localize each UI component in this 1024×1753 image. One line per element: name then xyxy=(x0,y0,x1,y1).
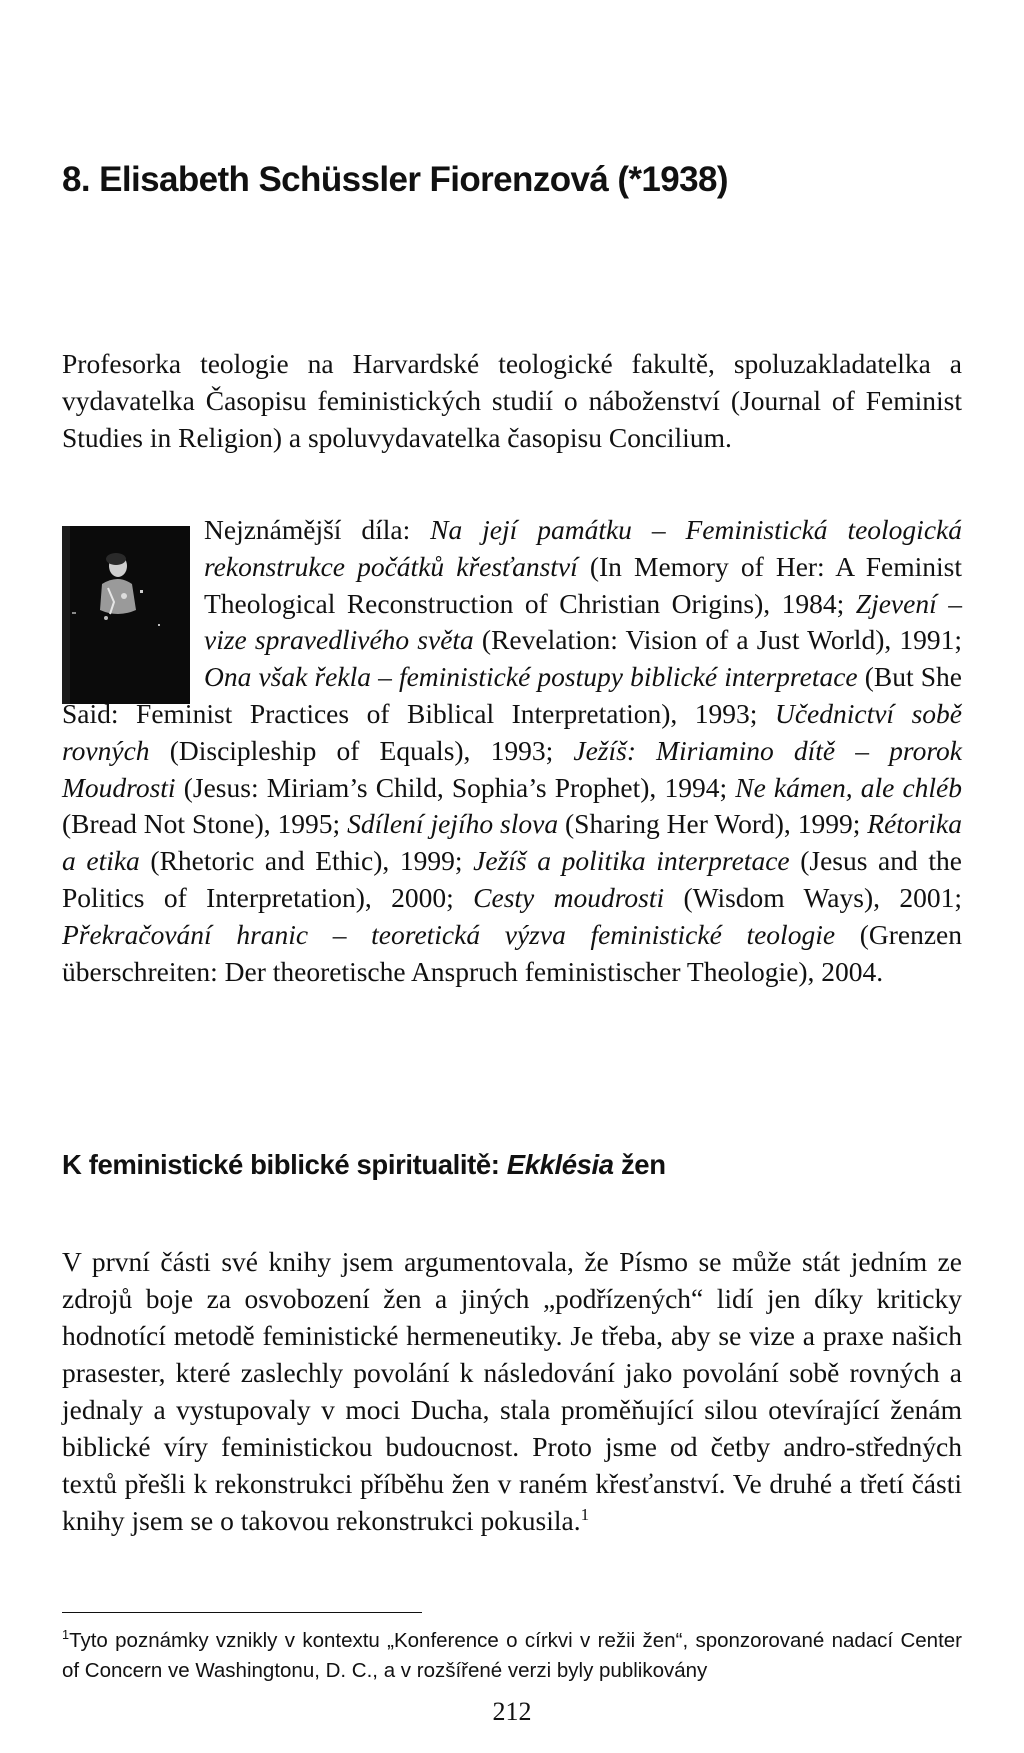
work-title: Cesty moudrosti xyxy=(473,881,665,913)
works-segment: (Jesus: Miriam’s Child, Sophia’s Prophet), 1994; xyxy=(175,771,736,803)
works-segment: (Jesus and the Politics of Interpretation), 2000; xyxy=(62,845,962,913)
work-title: Ona však řekla – feministické postupy biblické interpretace xyxy=(204,661,858,693)
body-paragraph xyxy=(62,1243,962,1539)
works-segment: (In Memory of Her: A Feminist Theological Reconstruction of Christian Origins), 1984; xyxy=(204,550,962,619)
footnote xyxy=(62,1626,962,1686)
work-title: Ne kámen, ale chléb xyxy=(735,771,963,803)
author-intro-paragraph: Profesorka teologie na Harvardské teologické fakultě, spoluzakladatelka a vydavatelka Časopisu feministických studií o náboženství (Journal of Feminist Studies in Religion) a spoluvydavatelka časopisu Concilium. xyxy=(62,348,962,453)
works-segment: (Wisdom Ways), 2001; xyxy=(664,881,962,913)
works-segment: (Sharing Her Word), 1999; xyxy=(558,808,868,840)
work-title: Rétorika a etika xyxy=(62,808,962,877)
footnote-divider xyxy=(62,1612,422,1613)
works-segment: (Rhetoric and Ethic), 1999; xyxy=(139,845,474,877)
page-number: 212 xyxy=(492,1697,532,1726)
works-segment: (Bread Not Stone), 1995; xyxy=(62,808,348,840)
footnote-reference[interactable]: 1 xyxy=(580,1504,590,1524)
works-segment: (But She Said: Feminist Practices of Biblical Interpretation), 1993; xyxy=(62,661,963,729)
works-paragraph xyxy=(62,512,962,990)
footnote-marker: 1 xyxy=(62,1627,70,1643)
portrait-spacer xyxy=(62,512,204,691)
work-title: Ježíš: Miriamino dítě – prorok Moudrosti xyxy=(62,734,962,803)
footnote-text: Tyto poznámky vznikly v kontextu „Konference o církvi v režii žen“, sponzorované nadací Center of Concern ve Washingtonu, D. C., a v rozšířené verzi byly publikovány xyxy=(62,1629,962,1682)
work-title: Sdílení jejího slova xyxy=(347,808,559,840)
works-segment: Nejznámější díla: xyxy=(204,514,431,545)
work-title: Ježíš a politika interpretace xyxy=(473,845,790,877)
chapter-title: 8. Elisabeth Schüssler Fiorenzová (*1938) xyxy=(62,160,728,199)
section-heading-suffix: žen xyxy=(613,1149,666,1180)
section-heading xyxy=(62,1149,962,1181)
work-title: Překračování hranic – teoretická výzva feministické teologie xyxy=(62,918,836,950)
work-title: Zjevení – vize spravedlivého světa xyxy=(204,587,962,656)
works-segment: (Revelation: Vision of a Just World), 1991; xyxy=(473,624,963,656)
works-segment: (Discipleship of Equals), 1993; xyxy=(149,734,574,766)
section-heading-emphasis: Ekklésia xyxy=(506,1149,614,1180)
body-text: V první části své knihy jsem argumentovala, že Písmo se může stát jedním ze zdrojů boje za osvobození žen a jiných „podřízených“ lidí jen díky kriticky hodnotící metodě feministické hermeneutiky. Je třeba, aby se vize a praxe našich prasester, které zaslechly povolání k následování jako povolání sobě rovných a jednaly a vystupovaly v moci Ducha, stala proměňující silou otevírající ženám biblické víry feministickou budoucnost. Proto jsme od četby andro-středných textů přešli k rekonstrukci příběhu žen v raném křesťanství. Ve druhé a třetí části knihy jsem se o takovou rekonstrukci pokusila. xyxy=(62,1246,962,1536)
works-segment: (Grenzen überschreiten: Der theoretische Anspruch feministischer Theologie), 2004. xyxy=(62,918,962,987)
section-heading-prefix: K feministické biblické spiritualitě: xyxy=(62,1149,507,1180)
work-title: Na její památku – Feministická teologická rekonstrukce počátků křesťanství xyxy=(204,514,962,582)
work-title: Učednictví sobě rovných xyxy=(62,697,962,766)
